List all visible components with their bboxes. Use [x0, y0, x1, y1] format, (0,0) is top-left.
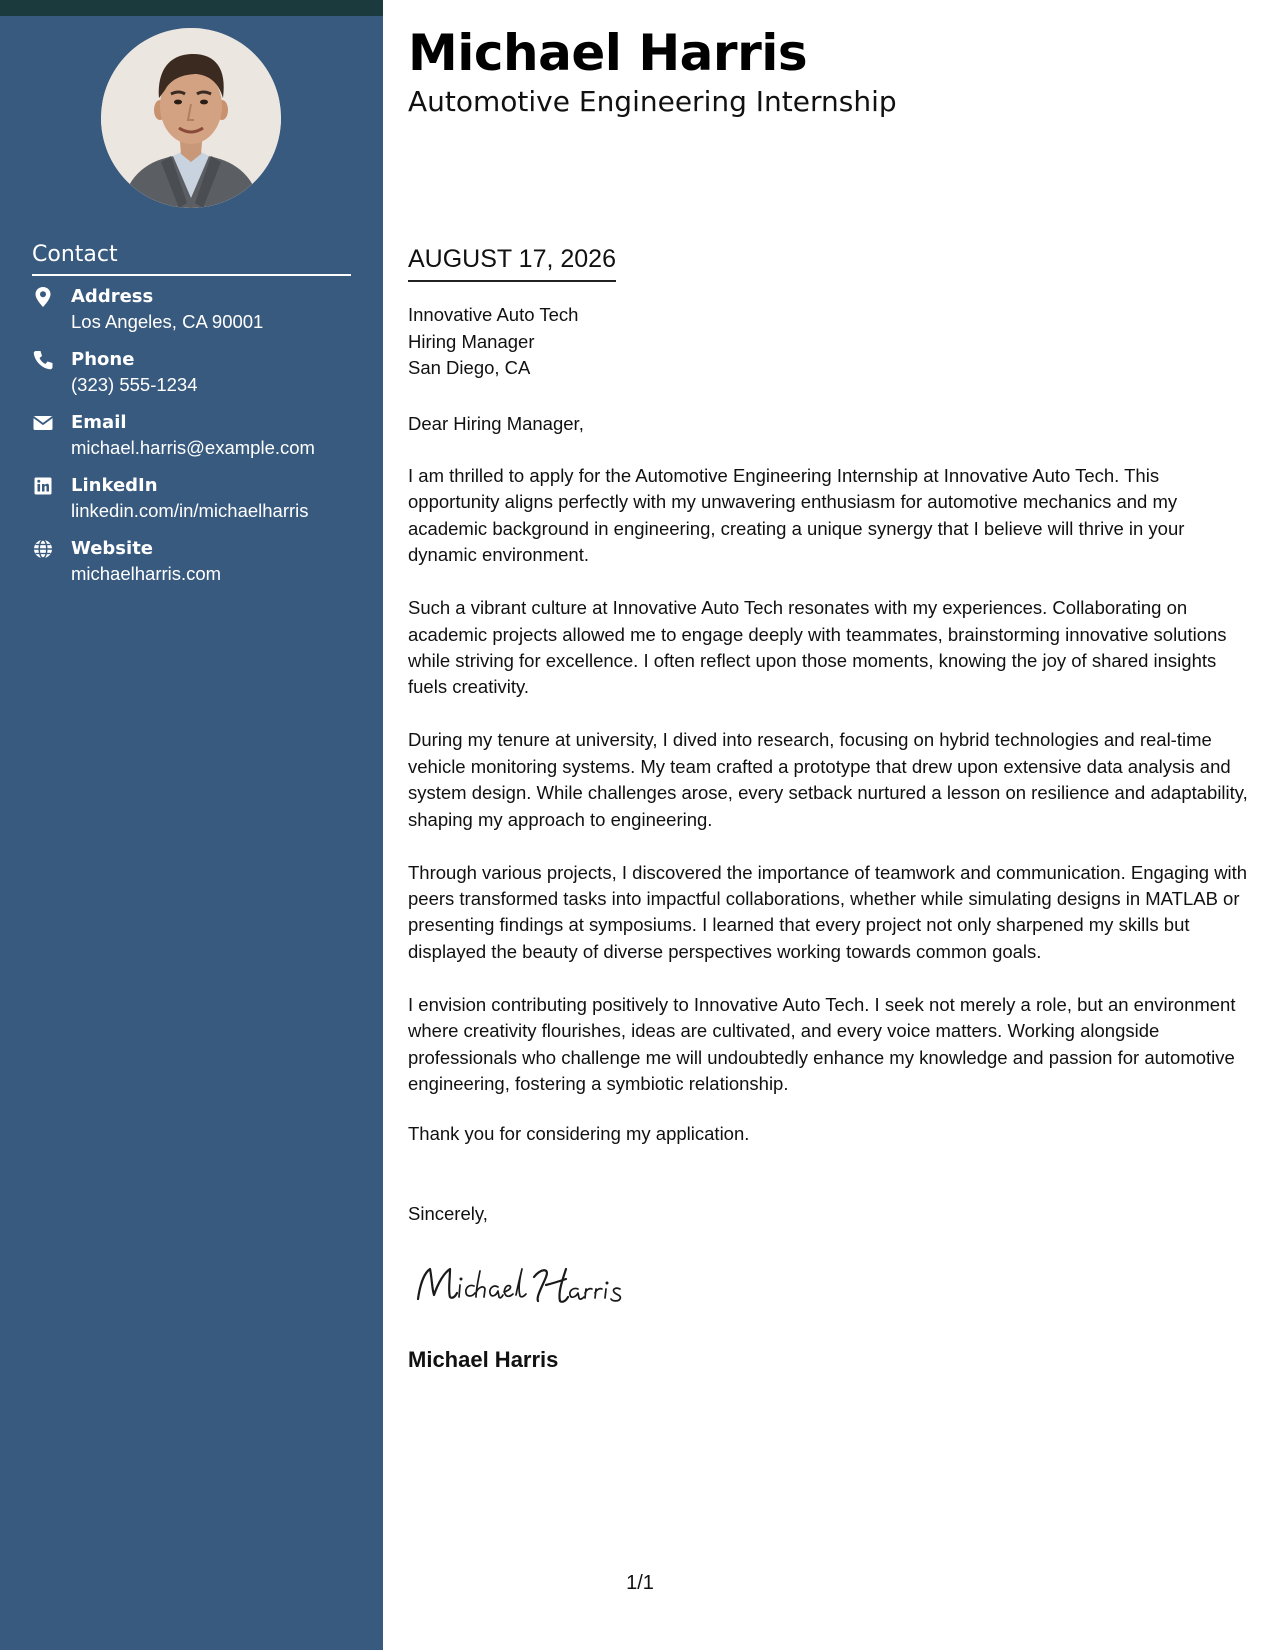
recipient-company: Innovative Auto Tech [408, 304, 579, 325]
body-paragraph: Such a vibrant culture at Innovative Auto Tech resonates with my experiences. Collaborating on academic projects allowed me to engage deeply with teammates, brainstorming innovative solutions while striving for excellence. I often reflect upon those moments, knowing the joy of shared insights fuels creativity. [408, 597, 1227, 698]
contact-value-phone: (323) 555-1234 [71, 374, 198, 395]
contact-label-address: Address [71, 286, 154, 307]
contact-label-email: Email [71, 412, 127, 433]
avatar [101, 28, 281, 208]
contact-value-linkedin: linkedin.com/in/michaelharris [71, 500, 309, 521]
contact-item-linkedin [32, 473, 362, 536]
sidebar [0, 0, 383, 1650]
envelope-icon [32, 412, 54, 434]
body-paragraph: I envision contributing positively to Innovative Auto Tech. I seek not merely a role, but an environment where creativity flourishes, ideas are cultivated, and every voice matters. Working alongside professionals who challenge me will undoubtedly enhance my knowledge and passion for automotive engineering, fostering a symbiotic relationship. [408, 993, 1236, 1095]
sidebar-top-bar [0, 0, 383, 16]
globe-icon [32, 538, 54, 560]
contact-label-phone: Phone [71, 349, 135, 370]
avatar-portrait-image [101, 28, 281, 208]
closing-thanks: Thank you for considering my application. [408, 1123, 750, 1144]
contact-value-email: michael.harris@example.com [71, 437, 315, 458]
signer-name: Michael Harris [408, 1347, 559, 1372]
applicant-name: Michael Harris [408, 24, 808, 82]
salutation: Dear Hiring Manager, [408, 413, 584, 434]
recipient-block [408, 302, 578, 382]
position-title: Automotive Engineering Internship [408, 85, 897, 118]
contact-list [32, 284, 362, 599]
body-paragraph: Through various projects, I discovered the importance of teamwork and communication. Engaging with peers transformed tasks into impactful collaborations, whether while simulating designs in MATLAB or presenting findings at symposiums. I learned that every project not only sharpened my skills but displayed the beauty of diverse perspectives working towards common goals. [408, 861, 1248, 962]
page-number: 1/1 [626, 1572, 654, 1594]
contact-item-website [32, 536, 362, 599]
contact-heading: Contact [32, 240, 351, 276]
linkedin-icon [32, 475, 54, 497]
letter-date: AUGUST 17, 2026 [408, 243, 616, 282]
body-paragraph: I am thrilled to apply for the Automotive Engineering Internship at Innovative Auto Tech. This opportunity aligns perfectly with my unwavering enthusiasm for automotive mechanics and my academic background in engineering, creating a unique synergy that I believe will thrive in your dynamic environment. [408, 465, 1185, 566]
contact-item-phone [32, 347, 362, 410]
contact-value-address: Los Angeles, CA 90001 [71, 311, 264, 332]
recipient-role: Hiring Manager [408, 330, 535, 352]
contact-label-website: Website [71, 538, 154, 559]
contact-label-linkedin: LinkedIn [71, 475, 158, 496]
contact-item-address [32, 284, 362, 347]
valediction: Sincerely, [408, 1203, 488, 1224]
body-paragraph: During my tenure at university, I dived into research, focusing on hybrid technologies and real-time vehicle monitoring systems. My team crafted a prototype that drew upon extensive data analysis and system design. While challenges arose, every setback nurtured a lesson on resilience and adaptability, shaping my approach to engineering. [408, 729, 1248, 830]
contact-item-email [32, 410, 362, 473]
contact-value-website: michaelharris.com [71, 563, 222, 584]
recipient-location: San Diego, CA [408, 357, 531, 378]
map-pin-icon [32, 286, 54, 308]
letter-body [408, 463, 1253, 1124]
phone-icon [32, 349, 54, 371]
handwritten-signature [408, 1255, 673, 1315]
